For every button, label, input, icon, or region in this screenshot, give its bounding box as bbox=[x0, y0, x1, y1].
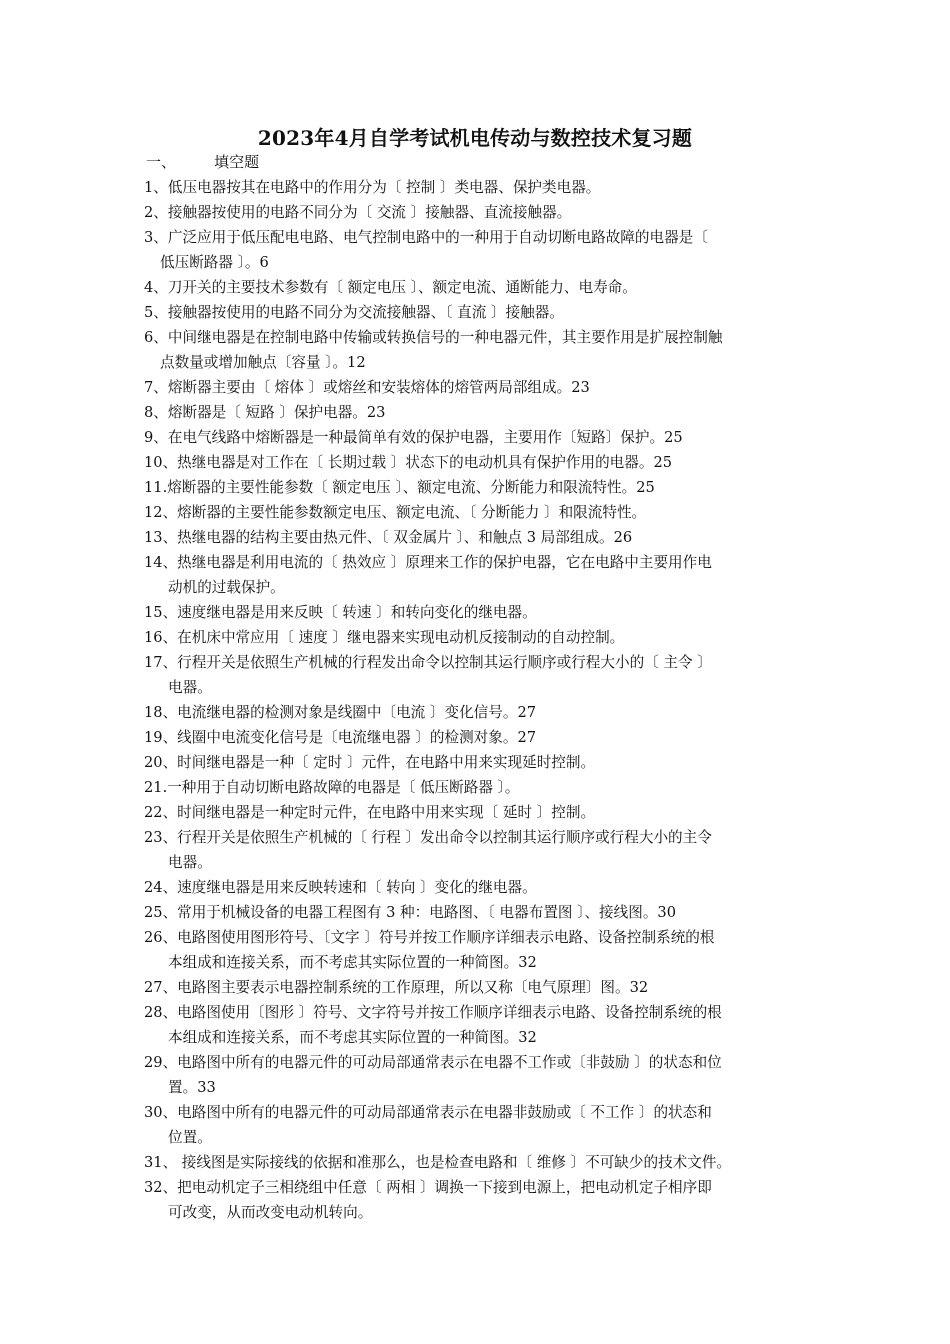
question-text-continuation: 位置。 bbox=[168, 1129, 212, 1146]
question-text: 22、时间继电器是一种定时元件，在电路中用来实现〔 延时 〕控制。 bbox=[144, 804, 596, 821]
question-item bbox=[144, 825, 824, 875]
question-text: 28、电路图使用〔图形 〕符号、文字符号并按工作顺序详细表示电路、设备控制系统的根 bbox=[144, 1004, 722, 1021]
question-text-continuation: 本组成和连接关系，而不考虑其实际位置的一种简图。32 bbox=[168, 1029, 537, 1046]
question-item bbox=[144, 750, 824, 775]
question-text: 4、刀开关的主要技术参数有〔 额定电压 〕、额定电流、通断能力、电寿命。 bbox=[144, 279, 637, 296]
question-item bbox=[144, 650, 824, 700]
question-text: 32、把电动机定子三相绕组中任意〔 两相 〕调换一下接到电源上，把电动机定子相序即 bbox=[144, 1179, 712, 1196]
question-text-continuation: 置。33 bbox=[168, 1079, 216, 1096]
question-text: 25、常用于机械设备的电器工程图有 3 种：电路图、〔 电器布置图 〕、接线图。30 bbox=[144, 904, 676, 921]
question-text: 6、中间继电器是在控制电路中传输或转换信号的一种电器元件，其主要作用是扩展控制触 bbox=[144, 329, 723, 346]
question-item bbox=[144, 625, 824, 650]
question-item bbox=[144, 450, 824, 475]
question-text-continuation: 低压断路器 〕。6 bbox=[160, 254, 269, 271]
document-title: 2023年4月自学考试机电传动与数控技术复习题 bbox=[257, 126, 693, 150]
question-text: 23、行程开关是依照生产机械的〔 行程 〕发出命令以控制其运行顺序或行程大小的主令 bbox=[144, 829, 712, 846]
question-item bbox=[144, 725, 824, 750]
question-item bbox=[144, 375, 824, 400]
question-item bbox=[144, 775, 824, 800]
question-item bbox=[144, 225, 824, 275]
question-item bbox=[144, 500, 824, 525]
question-item bbox=[144, 1000, 824, 1050]
question-text: 12、熔断器的主要性能参数额定电压、额定电流、〔 分断能力 〕和限流特性。 bbox=[144, 504, 647, 521]
question-text: 9、在电气线路中熔断器是一种最简单有效的保护电器，主要用作〔短路〕保护。25 bbox=[144, 429, 683, 446]
section-heading: 一、 填空题 bbox=[146, 153, 260, 171]
question-text: 7、熔断器主要由〔 熔体 〕或熔丝和安装熔体的熔管两局部组成。23 bbox=[144, 379, 590, 396]
question-text-continuation: 本组成和连接关系，而不考虑其实际位置的一种简图。32 bbox=[168, 954, 537, 971]
question-text: 5、接触器按使用的电路不同分为交流接触器、〔 直流 〕接触器。 bbox=[144, 304, 564, 321]
question-text: 10、热继电器是对工作在〔 长期过载 〕状态下的电动机具有保护作用的电器。25 bbox=[144, 454, 673, 471]
question-text-continuation: 电器。 bbox=[168, 854, 212, 871]
question-text-continuation: 电器。 bbox=[168, 679, 212, 696]
question-item bbox=[144, 600, 824, 625]
question-text: 31、 接线图是实际接线的依据和准那么，也是检查电路和〔 维修 〕不可缺少的技术文件。 bbox=[144, 1154, 732, 1171]
question-item bbox=[144, 925, 824, 975]
question-text: 11.熔断器的主要性能参数〔 额定电压 〕、额定电流、分断能力和限流特性。25 bbox=[144, 479, 655, 496]
question-text: 20、时间继电器是一种〔 定时 〕元件，在电路中用来实现延时控制。 bbox=[144, 754, 596, 771]
question-item bbox=[144, 1050, 824, 1100]
question-item bbox=[144, 550, 824, 600]
question-item bbox=[144, 275, 824, 300]
question-text: 8、熔断器是〔 短路 〕保护电器。23 bbox=[144, 404, 386, 421]
question-item bbox=[144, 475, 824, 500]
question-text: 1、低压电器按其在电路中的作用分为〔 控制 〕类电器、保护类电器。 bbox=[144, 179, 601, 196]
question-item bbox=[144, 700, 824, 725]
question-text: 15、速度继电器是用来反映〔 转速 〕和转向变化的继电器。 bbox=[144, 604, 537, 621]
question-text: 21.一种用于自动切断电路故障的电器是〔 低压断路器 〕。 bbox=[144, 779, 520, 796]
question-item bbox=[144, 975, 824, 1000]
question-text: 29、电路图中所有的电器元件的可动局部通常表示在电器不工作或〔非鼓励 〕的状态和位 bbox=[144, 1054, 722, 1071]
question-text: 17、行程开关是依照生产机械的行程发出命令以控制其运行顺序或行程大小的〔 主令 〕 bbox=[144, 654, 712, 671]
question-item bbox=[144, 1100, 824, 1150]
question-text: 2、接触器按使用的电路不同分为〔 交流 〕接触器、直流接触器。 bbox=[144, 204, 572, 221]
question-text: 26、电路图使用图形符号、〔文字 〕符号并按工作顺序详细表示电路、设备控制系统的根 bbox=[144, 929, 715, 946]
question-text: 30、电路图中所有的电器元件的可动局部通常表示在电器非鼓励或〔 不工作 〕的状态和 bbox=[144, 1104, 712, 1121]
question-text: 16、在机床中常应用〔 速度 〕继电器来实现电动机反接制动的自动控制。 bbox=[144, 629, 625, 646]
question-item bbox=[144, 1150, 824, 1175]
question-text: 19、线圈中电流变化信号是〔电流继电器 〕的检测对象。27 bbox=[144, 729, 537, 746]
question-item bbox=[144, 1175, 824, 1225]
question-text-continuation: 点数量或增加触点〔容量 〕。12 bbox=[160, 354, 366, 371]
question-item bbox=[144, 800, 824, 825]
question-item bbox=[144, 175, 824, 200]
question-text-continuation: 可改变，从而改变电动机转向。 bbox=[168, 1204, 373, 1221]
question-item bbox=[144, 875, 824, 900]
question-text: 27、电路图主要表示电器控制系统的工作原理，所以又称〔电气原理〕图。32 bbox=[144, 979, 649, 996]
question-text: 24、速度继电器是用来反映转速和〔 转向 〕变化的继电器。 bbox=[144, 879, 537, 896]
question-item bbox=[144, 200, 824, 225]
question-text-continuation: 动机的过载保护。 bbox=[168, 579, 285, 596]
question-item bbox=[144, 400, 824, 425]
question-item bbox=[144, 325, 824, 375]
question-item bbox=[144, 900, 824, 925]
question-item bbox=[144, 425, 824, 450]
question-text: 14、热继电器是利用电流的〔 热效应 〕原理来工作的保护电器，它在电路中主要用作电 bbox=[144, 554, 712, 571]
question-item bbox=[144, 525, 824, 550]
question-text: 3、广泛应用于低压配电电路、电气控制电路中的一种用于自动切断电路故障的电器是〔 bbox=[144, 229, 708, 246]
question-text: 13、热继电器的结构主要由热元件、〔 双金属片 〕、和触点 3 局部组成。26 bbox=[144, 529, 633, 546]
question-item bbox=[144, 300, 824, 325]
question-list bbox=[144, 175, 824, 1225]
question-text: 18、电流继电器的检测对象是线圈中〔电流 〕变化信号。27 bbox=[144, 704, 537, 721]
